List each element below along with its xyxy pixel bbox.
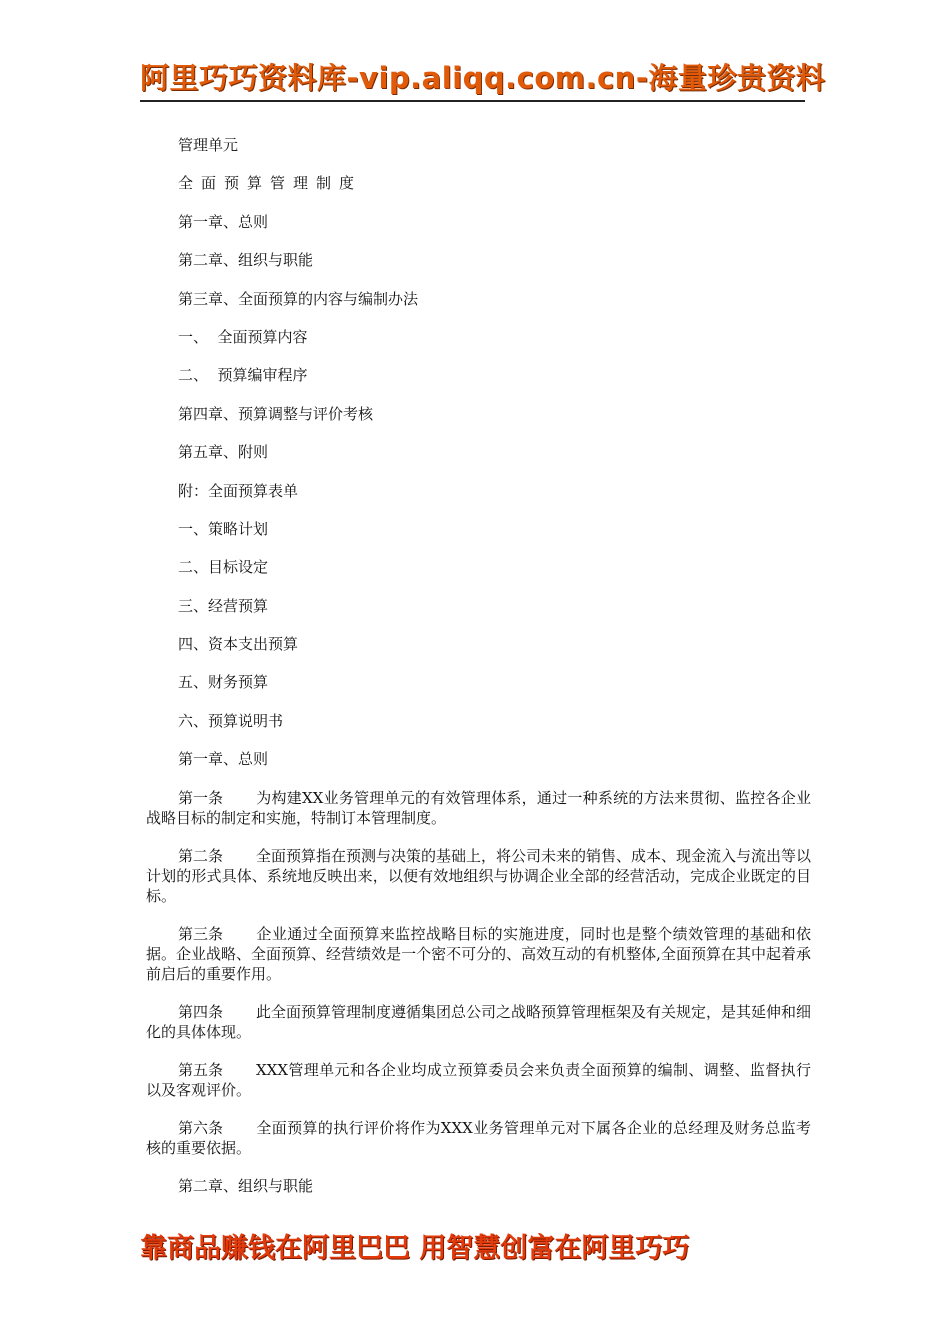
article (146, 1060, 811, 1100)
document-body (146, 135, 811, 1214)
chapter-heading: 第一章、总则 (178, 750, 269, 769)
document-title: 全面预算管理制度 (178, 174, 363, 193)
article (146, 788, 811, 828)
article-text: XXX管理单元和各企业均成立预算委员会来负责全面预算的编制、调整、监督执行以及客观评价。 (146, 1060, 811, 1099)
article-label: 第六条 (178, 1118, 224, 1137)
article (146, 1002, 811, 1042)
chapter-heading: 第二章、组织与职能 (178, 1176, 314, 1195)
article-text: 此全面预算管理制度遵循集团总公司之战略预算管理框架及有关规定，是其延伸和细化的具体体现。 (146, 1002, 812, 1041)
unit-label: 管理单元 (178, 136, 239, 154)
article-label: 第五条 (178, 1060, 224, 1079)
header-banner: 阿里巧巧资料库-vip.aliqq.com.cn-海量珍贵资料 (140, 58, 805, 102)
toc-item: 三、经营预算 (178, 596, 269, 615)
toc-item: 二、 预算编审程序 (178, 366, 308, 385)
toc-item: 第二章、组织与职能 (178, 251, 314, 270)
toc-item: 第五章、附则 (178, 443, 269, 462)
article-label: 第二条 (178, 846, 224, 865)
toc-item: 五、财务预算 (178, 673, 269, 692)
article (146, 1118, 811, 1158)
toc-item: 第三章、全面预算的内容与编制办法 (178, 289, 419, 308)
article-label: 第三条 (178, 924, 224, 943)
article-text: 企业通过全面预算来监控战略目标的实施进度，同时也是整个绩效管理的基础和依据。企业战略、全面预算、经营绩效是一个密不可分的、高效互动的有机整体,全面预算在其中起着承前启后的重要作用。 (146, 924, 811, 983)
toc-item: 一、策略计划 (178, 519, 269, 538)
article (146, 846, 811, 906)
article-text: 全面预算的执行评价将作为XXX业务管理单元对下属各企业的总经理及财务总监考核的重要依据。 (146, 1118, 811, 1157)
article (146, 924, 811, 984)
article-text: 全面预算指在预测与决策的基础上，将公司未来的销售、成本、现金流入与流出等以计划的形式具体、系统地反映出来，以便有效地组织与协调企业全部的经营活动，完成企业既定的目标。 (146, 846, 812, 905)
article-label: 第四条 (178, 1002, 224, 1021)
toc-item: 附：全面预算表单 (178, 481, 299, 500)
article-label: 第一条 (178, 788, 224, 807)
toc-item: 六、预算说明书 (178, 711, 284, 730)
toc-item: 二、目标设定 (178, 558, 269, 577)
toc-item: 第四章、预算调整与评价考核 (178, 404, 374, 423)
footer-banner: 靠商品赚钱在阿里巴巴 用智慧创富在阿里巧巧 (140, 1233, 690, 1264)
toc-item: 一、 全面预算内容 (178, 327, 308, 346)
toc-item: 四、资本支出预算 (178, 635, 299, 654)
article-text: 为构建XX业务管理单元的有效管理体系，通过一种系统的方法来贯彻、监控各企业战略目标的制定和实施，特制订本管理制度。 (146, 788, 811, 827)
toc-item: 第一章、总则 (178, 212, 269, 231)
